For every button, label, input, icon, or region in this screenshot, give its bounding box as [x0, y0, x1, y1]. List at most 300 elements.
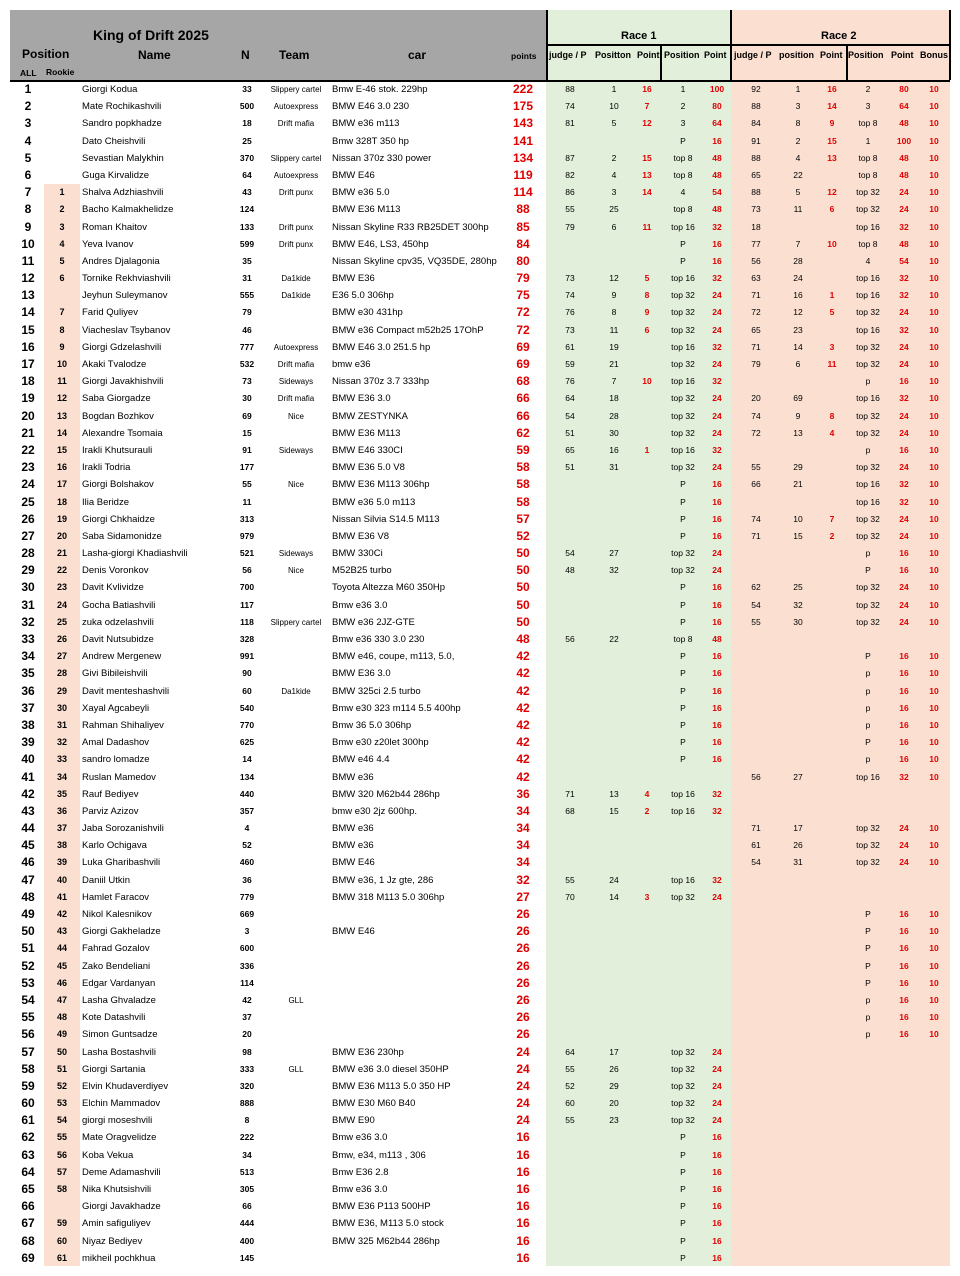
race1-final-points: 48	[712, 169, 722, 180]
car-number: 600	[239, 943, 255, 954]
car-description: BMW e30 431hp	[332, 307, 403, 319]
race1-judge-score: 70	[565, 891, 575, 902]
table-row	[0, 992, 960, 1009]
table-row	[0, 528, 960, 545]
divider-race2-final	[846, 44, 848, 80]
race2-qualifying-position: 25	[793, 582, 803, 593]
race2-final-points: 16	[899, 977, 909, 988]
car-description: BMW 325 M62b44 286hp	[332, 1235, 440, 1247]
car-number: 8	[244, 1115, 250, 1126]
bonus-points: 10	[929, 1012, 939, 1023]
race2-position-header: position	[779, 50, 814, 60]
overall-position: 30	[21, 580, 35, 595]
race1-final-points: 24	[712, 290, 722, 301]
table-row	[0, 786, 960, 803]
table-row	[0, 648, 960, 665]
driver-name: Daniil Utkin	[82, 874, 131, 886]
race1-final-position: P	[680, 479, 686, 490]
race2-judge-score: 18	[751, 221, 761, 232]
race2-final-points: 24	[899, 599, 909, 610]
rookie-position: 30	[56, 702, 67, 713]
race1-final-points: 16	[712, 616, 722, 627]
race1-qualifying-points: 4	[644, 788, 650, 799]
rookie-position: 51	[56, 1063, 67, 1074]
bonus-points: 10	[929, 548, 939, 559]
race1-final-position: P	[680, 702, 686, 713]
race2-final-points: 16	[899, 719, 909, 730]
race1-final-points: 16	[712, 1184, 722, 1194]
car-description: Bmw e36 330 3.0 230	[332, 634, 425, 645]
bonus-header: Bonus	[920, 50, 948, 60]
table-row	[0, 631, 960, 648]
car-description: BMW E30 M60 B40	[332, 1098, 416, 1110]
race1-qualifying-points: 14	[642, 187, 652, 198]
car-number: 30	[242, 393, 252, 404]
race1-final-position: P	[680, 1218, 686, 1229]
overall-position: 5	[24, 150, 32, 165]
race1-final-position: P	[680, 616, 686, 627]
bonus-points: 10	[929, 651, 939, 662]
driver-name: Bacho Kalmakhelidze	[82, 204, 174, 216]
team-name: Nice	[287, 566, 304, 576]
car-description: BMW e36 5.0	[332, 187, 390, 199]
race2-final-points: 64	[899, 101, 909, 112]
team-name: Autoexpress	[273, 342, 319, 352]
rookie-position: 13	[56, 410, 67, 421]
race2-qualifying-points: 6	[829, 204, 835, 215]
rookie-position: 40	[56, 874, 67, 885]
car-description: BMW E46	[332, 857, 375, 869]
bonus-points: 10	[929, 479, 939, 490]
driver-name: zuka odzelashvili	[82, 616, 154, 628]
bonus-points: 10	[929, 616, 939, 627]
car-number: 42	[242, 994, 252, 1005]
driver-name: Elvin Khudaverdiyev	[82, 1080, 169, 1092]
race1-qualifying-position: 9	[611, 290, 617, 301]
race1-qualifying-position: 13	[609, 788, 619, 799]
bonus-points: 10	[929, 1029, 939, 1040]
bonus-points: 10	[929, 238, 939, 249]
race1-judge-score: 64	[565, 393, 575, 404]
driver-name: mikheil pochkhua	[82, 1252, 156, 1264]
bonus-points: 10	[929, 101, 939, 112]
race2-final-points: 24	[899, 616, 909, 627]
driver-name: Lasha-giorgi Khadiashvili	[82, 548, 188, 560]
race2-final-position: 1	[865, 135, 871, 146]
car-number: 15	[242, 427, 252, 438]
overall-position: 43	[21, 803, 35, 818]
car-number: 73	[242, 376, 252, 387]
race2-final-position: top 8	[858, 152, 878, 163]
number-header: N	[241, 48, 250, 62]
rookie-position: 26	[56, 634, 67, 644]
race2-judge-score: 74	[751, 410, 761, 421]
team-name: Da1kide	[281, 291, 311, 301]
overall-position: 60	[21, 1096, 35, 1111]
race1-final-points: 16	[712, 1166, 722, 1177]
total-points: 66	[516, 408, 530, 423]
car-number: 20	[242, 1029, 252, 1040]
car-description: BMW E46	[332, 926, 375, 938]
table-row	[0, 769, 960, 786]
car-number: 336	[239, 960, 255, 971]
rookie-position: 48	[56, 1012, 67, 1023]
overall-position: 68	[21, 1233, 35, 1248]
race1-qualifying-position: 24	[609, 874, 619, 885]
race2-qualifying-position: 6	[795, 359, 801, 369]
race1-final-points: 24	[712, 1046, 722, 1057]
race1-final-position: top 32	[671, 1080, 695, 1091]
table-row	[0, 1044, 960, 1061]
race1-final-points: 16	[712, 651, 722, 662]
car-description: BMW 320 M62b44 286hp	[332, 788, 440, 800]
race1-final-position: top 16	[671, 273, 695, 284]
team-name: Slippery cartel	[270, 85, 322, 94]
total-points: 16	[516, 1130, 530, 1145]
race1-final-position: top 8	[673, 152, 693, 163]
race2-final-points: 24	[899, 187, 909, 198]
overall-position: 39	[21, 735, 35, 750]
race1-final-points: 16	[712, 702, 722, 713]
car-number: 118	[240, 616, 254, 627]
race2-final-points: 48	[899, 152, 909, 163]
team-name: Sideways	[278, 377, 314, 387]
race1-final-position: P	[680, 496, 686, 507]
race2-final-points: 16	[899, 668, 909, 679]
driver-name: Dato Cheishvili	[82, 135, 146, 147]
total-points: 32	[516, 872, 530, 887]
car-number: 46	[242, 324, 252, 335]
driver-name: Davit Nutsubidze	[82, 634, 154, 645]
race1-final-points: 80	[712, 101, 722, 112]
race1-final-position: P	[680, 599, 686, 610]
race1-final-points: 24	[712, 548, 722, 559]
race1-judge-score: 55	[565, 874, 575, 885]
race1-qualifying-position: 30	[609, 427, 619, 438]
race2-qualifying-position: 28	[793, 255, 803, 266]
car-description: BMW E46 3.0 251.5 hp	[332, 341, 431, 353]
race1-final-points: 16	[712, 530, 722, 541]
race2-qualifying-position: 7	[795, 238, 801, 249]
total-points: 26	[516, 975, 530, 990]
table-row	[0, 1129, 960, 1146]
car-description: Bmw e30 323 m114 5.5 400hp	[332, 702, 461, 714]
table-row	[0, 820, 960, 837]
race2-qualifying-position: 21	[793, 479, 803, 490]
race2-qualifying-points: 15	[827, 135, 837, 146]
table-row	[0, 562, 960, 579]
race1-final-points: 24	[712, 359, 722, 369]
race1-qualifying-position: 6	[611, 221, 617, 232]
race1-final-points: 24	[712, 427, 722, 438]
table-row	[0, 373, 960, 390]
race1-final-points: 32	[712, 788, 722, 799]
car-number: 52	[242, 840, 252, 851]
car-description: Bmw e36 3.0	[332, 1184, 388, 1195]
race2-judge-score: 77	[751, 238, 761, 249]
car-number: 34	[242, 1149, 252, 1160]
car-number: 36	[242, 874, 252, 885]
bonus-points: 10	[929, 307, 939, 318]
driver-name: Elchin Mammadov	[82, 1098, 161, 1110]
car-number: 60	[242, 685, 252, 696]
driver-name: Parviz Azizov	[82, 805, 139, 817]
driver-name: Davit Kvlividze	[82, 582, 144, 594]
race2-final-position: p	[865, 376, 871, 387]
race1-final-points: 16	[712, 582, 722, 593]
rookie-position: 47	[56, 994, 67, 1005]
driver-name: Farid Quliyev	[82, 307, 138, 319]
total-points: 42	[516, 666, 530, 681]
total-points: 72	[516, 322, 530, 337]
race1-final-position: P	[680, 513, 686, 524]
total-points: 134	[512, 150, 534, 165]
race1-final-position: top 32	[671, 1063, 695, 1074]
car-description: BMW e46, coupe, m113, 5.0,	[332, 651, 455, 663]
car-number: 328	[239, 634, 255, 644]
race1-qualifying-points: 7	[644, 101, 650, 112]
overall-position: 22	[21, 442, 35, 457]
race1-final-points: 16	[712, 496, 722, 507]
race1-final-position: P	[680, 1149, 686, 1160]
race2-final-points: 16	[899, 565, 909, 576]
race1-final-position: P	[680, 135, 686, 146]
driver-name: giorgi moseshvili	[82, 1115, 153, 1127]
table-row	[0, 906, 960, 923]
driver-name: Rahman Shihaliyev	[82, 719, 164, 731]
race2-final-position: P	[865, 960, 871, 971]
car-description: bmw e30 2jz 600hp.	[332, 805, 418, 817]
race2-final-points: 16	[899, 754, 909, 765]
overall-position: 8	[24, 202, 32, 217]
driver-name: Lasha Ghvaladze	[82, 994, 156, 1006]
table-row	[0, 442, 960, 459]
driver-name: Irakli Khutsurauli	[82, 444, 153, 456]
race2-final-position: top 16	[856, 393, 880, 404]
overall-position: 41	[21, 769, 35, 784]
race2-title: Race 2	[821, 30, 857, 42]
rookie-position: 27	[56, 651, 67, 662]
car-description: BMW E36 P113 500HP	[332, 1201, 431, 1213]
bonus-points: 10	[929, 960, 939, 971]
race2-final-position: top 16	[856, 771, 880, 782]
race2-final-position: p	[865, 548, 871, 559]
driver-name: Amal Dadashov	[82, 737, 150, 749]
table-row	[0, 1112, 960, 1129]
race1-final-points: 24	[712, 1080, 722, 1091]
table-row	[0, 1095, 960, 1112]
driver-name: sandro lomadze	[82, 754, 150, 766]
race2-qualifying-position: 13	[793, 427, 803, 438]
race2-final-position: top 32	[856, 410, 880, 421]
race1-final-position: top 16	[671, 805, 695, 816]
car-description: BMW E36	[332, 273, 375, 285]
bonus-points: 10	[929, 84, 939, 94]
race2-judge-score: 61	[751, 840, 761, 851]
total-points: 42	[516, 752, 530, 767]
total-points: 119	[513, 167, 533, 182]
car-number: 444	[239, 1218, 255, 1229]
car-number: 700	[239, 582, 255, 593]
race1-qualifying-points: 1	[644, 444, 650, 455]
car-description: BMW 330Ci	[332, 548, 383, 560]
overall-position: 65	[21, 1182, 35, 1196]
race1-judge-score: 54	[565, 548, 575, 559]
race2-judge-score: 88	[751, 152, 761, 163]
total-points: 16	[516, 1199, 530, 1214]
overall-position: 23	[21, 460, 35, 475]
driver-name: Koba Vekua	[82, 1149, 134, 1161]
overall-position: 37	[21, 700, 35, 715]
race1-qualifying-points: 15	[642, 152, 652, 163]
team-name: Nice	[287, 411, 304, 421]
rookie-position: 10	[56, 359, 67, 369]
car-number: 4	[244, 823, 250, 834]
car-number: 18	[242, 118, 252, 129]
race1-qualifying-position: 25	[609, 204, 619, 215]
race2-qualifying-points: 11	[827, 359, 837, 369]
car-number: 177	[239, 462, 255, 473]
race1-final-position: top 32	[671, 393, 695, 404]
race2-judge-score: 66	[751, 479, 761, 490]
car-number: 357	[239, 805, 255, 816]
race2-qualifying-position: 15	[793, 530, 803, 541]
race2-judge-score: 20	[751, 393, 761, 404]
race1-qualifying-position: 2	[611, 152, 617, 163]
race2-judge-score: 72	[751, 427, 761, 438]
race2-judge-score: 55	[751, 462, 761, 473]
race1-final-points: 16	[712, 737, 722, 748]
total-points: 84	[516, 236, 530, 251]
race2-final-position: P	[865, 565, 871, 576]
total-points: 50	[516, 614, 530, 629]
race1-judge-score: 61	[565, 341, 575, 352]
car-description: Nissan Silvia S14.5 M113	[332, 513, 440, 525]
divider-race1-left	[546, 10, 548, 80]
total-points: 141	[512, 133, 534, 148]
team-name: Sideways	[278, 549, 314, 559]
rookie-header: Rookie	[46, 67, 75, 77]
race1-final-position: top 16	[671, 341, 695, 352]
race2-final-position: P	[865, 977, 871, 988]
car-number: 133	[239, 221, 255, 232]
total-points: 143	[512, 116, 534, 131]
table-row	[0, 425, 960, 442]
race2-judge-score: 73	[751, 204, 761, 215]
race1-final-position: P	[680, 530, 686, 541]
rookie-position: 6	[59, 273, 65, 284]
driver-name: Giorgi Gakheladze	[82, 926, 161, 938]
race2-final-points: 32	[899, 221, 909, 232]
overall-position: 21	[21, 425, 35, 440]
race2-judge-score: 74	[751, 513, 761, 524]
race2-qualifying-points: 3	[829, 341, 835, 352]
race2-qualifying-position: 24	[793, 273, 803, 284]
overall-position: 58	[21, 1061, 35, 1076]
bonus-points: 10	[929, 152, 939, 163]
race2-judge-score: 79	[751, 359, 761, 369]
race1-final-points: 16	[712, 599, 722, 610]
race2-final-position: P	[865, 651, 871, 662]
driver-name: Akaki Tvalodze	[82, 359, 147, 370]
car-number: 370	[239, 152, 255, 163]
race1-final-points: 24	[712, 1115, 722, 1126]
car-description: BMW E46 3.0 230	[332, 101, 410, 113]
race1-qualifying-position: 3	[611, 187, 617, 198]
race2-final-points: 80	[899, 84, 909, 94]
total-points: 24	[516, 1096, 530, 1111]
team-name: Slippery cartel	[270, 153, 322, 163]
rookie-position: 22	[56, 565, 67, 576]
total-points: 88	[516, 202, 530, 217]
overall-position: 12	[21, 271, 35, 286]
car-description: Bmw, e34, m113 , 306	[332, 1149, 426, 1161]
race2-qualifying-position: 4	[795, 152, 801, 163]
total-points: 62	[516, 425, 530, 440]
car-description: BMW e36	[332, 771, 374, 783]
rookie-position: 35	[56, 788, 67, 799]
overall-position: 55	[21, 1010, 35, 1025]
table-row	[0, 133, 960, 150]
race2-final-position: top 32	[856, 530, 880, 541]
race2-final-points: 24	[899, 823, 909, 834]
race1-final-position: 3	[680, 118, 686, 129]
table-row	[0, 219, 960, 236]
team-header: Team	[279, 48, 310, 62]
total-points: 58	[516, 494, 530, 509]
race1-final-points: 16	[712, 754, 722, 765]
race1-qualifying-points: 5	[644, 273, 650, 284]
race2-judge-score: 92	[751, 84, 761, 94]
rookie-position: 19	[56, 513, 67, 524]
total-points: 16	[516, 1182, 530, 1196]
race2-qualifying-position: 1	[795, 84, 801, 94]
race1-judge-score: 55	[565, 1115, 575, 1126]
overall-position: 14	[21, 305, 35, 320]
race2-final-position: P	[865, 943, 871, 954]
car-number: 333	[239, 1063, 255, 1074]
car-number: 35	[242, 255, 252, 266]
car-number: 33	[242, 84, 252, 94]
rookie-position: 18	[56, 496, 67, 507]
table-row	[0, 150, 960, 167]
overall-position: 7	[24, 185, 32, 200]
driver-name: Denis Voronkov	[82, 565, 149, 577]
car-number: 145	[239, 1252, 255, 1263]
table-row	[0, 1164, 960, 1181]
race1-qualifying-points: 8	[644, 290, 650, 301]
driver-name: Giorgi Sartania	[82, 1063, 146, 1075]
car-number: 64	[242, 169, 252, 180]
table-row	[0, 494, 960, 511]
race1-judge-score: 55	[565, 1063, 575, 1074]
car-description: BMW e36 5.0 m113	[332, 496, 416, 508]
overall-position: 53	[21, 975, 35, 990]
bonus-points: 10	[929, 427, 939, 438]
race2-final-points: 48	[899, 118, 909, 129]
rookie-position: 12	[56, 393, 67, 404]
divider-race2-left	[730, 10, 732, 80]
total-points: 79	[516, 271, 530, 286]
race1-final-points: 24	[712, 393, 722, 404]
race1-final-points: 64	[712, 118, 722, 129]
race2-qualifying-position: 30	[793, 616, 803, 627]
rookie-position: 4	[59, 238, 65, 249]
race1-final-points: 24	[712, 1063, 722, 1074]
bonus-points: 10	[929, 823, 939, 834]
car-number: 779	[239, 891, 255, 902]
race2-final-position: top 8	[858, 238, 878, 249]
